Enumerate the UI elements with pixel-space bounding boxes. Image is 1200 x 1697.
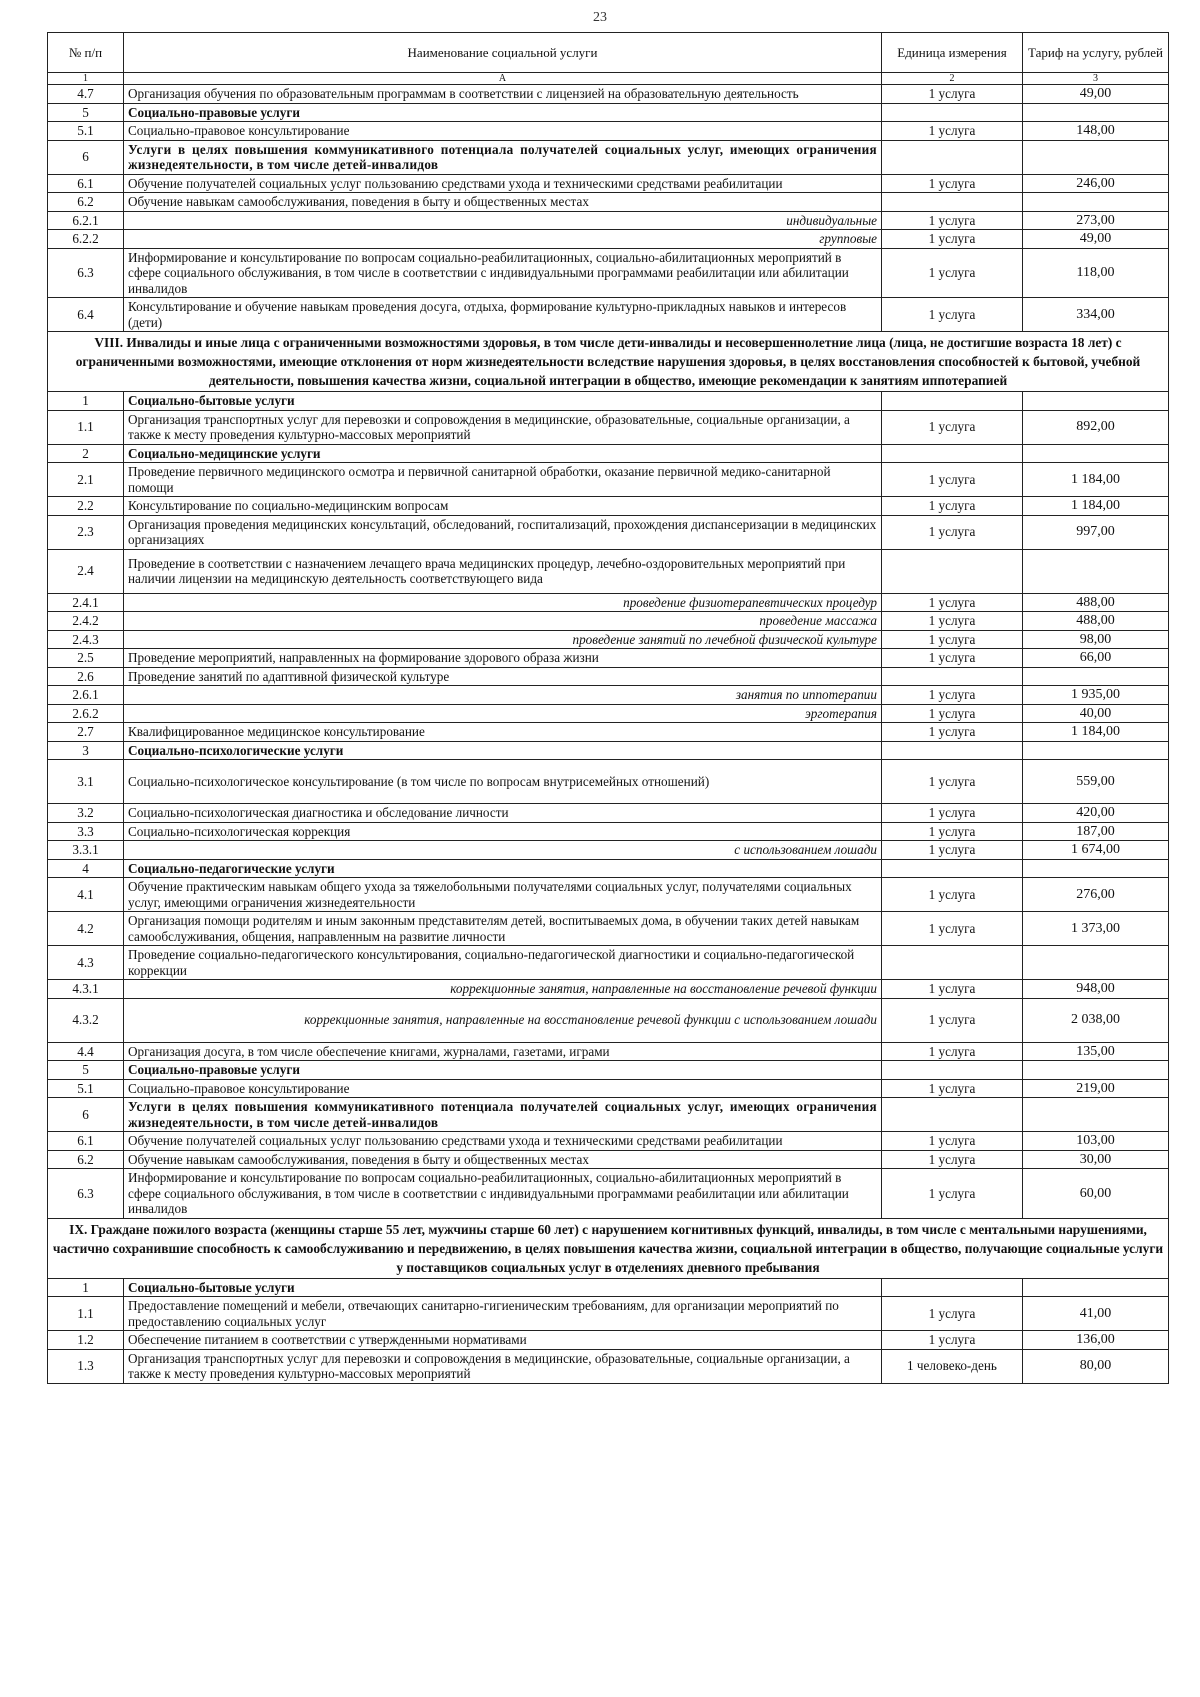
service-name: занятия по иппотерапии [124,686,882,705]
service-name: Социально-психологическая коррекция [124,822,882,841]
row-number: 1 [48,392,124,411]
service-name: проведение физиотерапевтических процедур [124,593,882,612]
section-heading-row [48,1218,1169,1278]
unit-of-measure [882,741,1023,760]
tariff-value: 1 373,00 [1023,912,1169,946]
tariff-value: 136,00 [1023,1331,1169,1350]
tariff-value: 997,00 [1023,515,1169,549]
unit-of-measure: 1 услуга [882,649,1023,668]
service-name: Обучение получателей социальных услуг пользованию средствами ухода и техническими средствами реабилитации [124,174,882,193]
table-row [48,174,1169,193]
table-row [48,649,1169,668]
table-row [48,878,1169,912]
service-name: Квалифицированное медицинское консультирование [124,723,882,742]
table-body [48,85,1169,1384]
table-row [48,1150,1169,1169]
row-number: 3.3.1 [48,841,124,860]
unit-of-measure: 1 услуга [882,211,1023,230]
row-number: 6.4 [48,298,124,332]
tariff-value: 488,00 [1023,612,1169,631]
unit-of-measure: 1 услуга [882,822,1023,841]
table-row [48,912,1169,946]
tariff-table [47,32,1169,1384]
unit-of-measure: 1 услуга [882,410,1023,444]
unit-of-measure: 1 услуга [882,1042,1023,1061]
row-number: 2 [48,444,124,463]
service-name: Обеспечение питанием в соответствии с утвержденными нормативами [124,1331,882,1350]
service-name: Предоставление помещений и мебели, отвечающих санитарно-гигиеническим требованиям, для организации мероприятий по предоставлению социальных услуг [124,1297,882,1331]
service-name: коррекционные занятия, направленные на восстановление речевой функции [124,980,882,999]
row-number: 1 [48,1278,124,1297]
table-row [48,1331,1169,1350]
unit-of-measure: 1 услуга [882,878,1023,912]
row-number: 2.6.2 [48,704,124,723]
table-row [48,841,1169,860]
row-number: 3.1 [48,760,124,804]
tariff-value [1023,859,1169,878]
tariff-value: 103,00 [1023,1132,1169,1151]
unit-of-measure: 1 услуга [882,980,1023,999]
service-name: Обучение навыкам самообслуживания, поведения в быту и общественных местах [124,1150,882,1169]
service-name: Консультирование и обучение навыкам проведения досуга, отдыха, формирование культурно-прикладных навыков и интересов (дети) [124,298,882,332]
unit-of-measure [882,667,1023,686]
header-number: № п/п [48,33,124,73]
table-row [48,686,1169,705]
table-row [48,248,1169,298]
tariff-value: 135,00 [1023,1042,1169,1061]
unit-of-measure [882,140,1023,174]
tariff-value: 420,00 [1023,804,1169,823]
service-name: Социально-психологическое консультирование (в том числе по вопросам внутрисемейных отношений) [124,760,882,804]
row-number: 2.4.1 [48,593,124,612]
service-name: проведение массажа [124,612,882,631]
table-row [48,1169,1169,1219]
unit-of-measure: 1 услуга [882,248,1023,298]
table-row [48,1297,1169,1331]
section-heading-row [48,332,1169,392]
row-number: 6.3 [48,248,124,298]
unit-of-measure: 1 услуга [882,122,1023,141]
unit-of-measure: 1 услуга [882,497,1023,516]
column-index-row [48,73,1169,85]
index-col-2: 2 [882,73,1023,85]
service-name: Социально-правовое консультирование [124,1079,882,1098]
service-name: эрготерапия [124,704,882,723]
row-number: 6.1 [48,1132,124,1151]
row-number: 2.4 [48,549,124,593]
service-name: Социально-медицинские услуги [124,444,882,463]
row-number: 5 [48,1061,124,1080]
header-service-name: Наименование социальной услуги [124,33,882,73]
tariff-value [1023,392,1169,411]
service-name: Организация транспортных услуг для перевозки и сопровождения в медицинские, образовательные, социальные организации, а также к месту проведения культурно-массовых мероприятий [124,410,882,444]
service-name: Социально-бытовые услуги [124,392,882,411]
unit-of-measure [882,1278,1023,1297]
unit-of-measure: 1 услуга [882,463,1023,497]
tariff-value: 1 674,00 [1023,841,1169,860]
unit-of-measure: 1 услуга [882,704,1023,723]
group-heading-row [48,140,1169,174]
service-name: Организация досуга, в том числе обеспечение книгами, журналами, газетами, играми [124,1042,882,1061]
unit-of-measure: 1 услуга [882,515,1023,549]
table-row [48,211,1169,230]
service-name: Организация обучения по образовательным программам в соответствии с лицензией на образовательную деятельность [124,85,882,104]
service-name: с использованием лошади [124,841,882,860]
table-row [48,667,1169,686]
service-name: Обучение практическим навыкам общего ухода за тяжелобольными получателями социальных услуг, получателями социальных услуг, имеющими ограничения жизнедеятельности [124,878,882,912]
unit-of-measure: 1 услуга [882,612,1023,631]
row-number: 3.3 [48,822,124,841]
tariff-value: 1 935,00 [1023,686,1169,705]
row-number: 4.7 [48,85,124,104]
service-name: Организация транспортных услуг для перевозки и сопровождения в медицинские, образовательные, социальные организации, а также к месту проведения культурно-массовых мероприятий [124,1349,882,1383]
tariff-value: 30,00 [1023,1150,1169,1169]
table-row [48,723,1169,742]
header-unit: Единица измерения [882,33,1023,73]
group-heading-row [48,392,1169,411]
unit-of-measure: 1 услуга [882,841,1023,860]
unit-of-measure [882,103,1023,122]
table-row [48,612,1169,631]
tariff-value: 219,00 [1023,1079,1169,1098]
service-name: коррекционные занятия, направленные на восстановление речевой функции с использованием лошади [124,998,882,1042]
unit-of-measure: 1 услуга [882,912,1023,946]
unit-of-measure [882,946,1023,980]
row-number: 6 [48,1098,124,1132]
unit-of-measure: 1 услуга [882,686,1023,705]
row-number: 6.2 [48,1150,124,1169]
unit-of-measure: 1 услуга [882,85,1023,104]
unit-of-measure [882,193,1023,212]
tariff-value [1023,667,1169,686]
table-row [48,549,1169,593]
group-heading-row [48,103,1169,122]
section-heading: VIII. Инвалиды и иные лица с ограниченными возможностями здоровья, в том числе дети-инвалиды и несовершеннолетние лица (лица, не достигшие возраста 18 лет) с ограниченными возможностями, имеющие отклонения от норм жизнедеятельности вследствие нарушения здоровья, в целях восстановления способностей к бытовой, учебной деятельности, повышения качества жизни, социальной интеграции в общество, имеющие рекомендации к занятиям иппотерапией [48,332,1169,392]
section-heading: IX. Граждане пожилого возраста (женщины старше 55 лет, мужчины старше 60 лет) с нарушением когнитивных функций, инвалиды, в том числе с ментальными нарушениями, частично сохранившие способность к самообслуживанию и передвижению, в целях повышения качества жизни, социальной интеграции в общество, получающие социальные услуги у поставщиков социальных услуг в отделениях дневного пребывания [48,1218,1169,1278]
table-row [48,122,1169,141]
row-number: 6.2 [48,193,124,212]
unit-of-measure: 1 человеко-день [882,1349,1023,1383]
row-number: 2.1 [48,463,124,497]
tariff-value: 1 184,00 [1023,497,1169,516]
service-name: Социально-психологическая диагностика и обследование личности [124,804,882,823]
row-number: 2.6.1 [48,686,124,705]
service-name: Обучение навыкам самообслуживания, поведения в быту и общественных местах [124,193,882,212]
unit-of-measure: 1 услуга [882,1169,1023,1219]
table-row [48,497,1169,516]
table-row [48,593,1169,612]
table-row [48,1079,1169,1098]
row-number: 4 [48,859,124,878]
tariff-value: 40,00 [1023,704,1169,723]
tariff-value [1023,1061,1169,1080]
index-col-1: 1 [48,73,124,85]
row-number: 3.2 [48,804,124,823]
group-heading-row [48,1278,1169,1297]
row-number: 2.4.2 [48,612,124,631]
service-name: Информирование и консультирование по вопросам социально-реабилитационных, социально-абилитационных мероприятий в сфере социального обслуживания, в том числе в соответствии с индивидуальными программами реабилитации или абилитации инвалидов [124,248,882,298]
table-row [48,298,1169,332]
row-number: 2.3 [48,515,124,549]
table-row [48,410,1169,444]
group-heading-row [48,741,1169,760]
service-name: Проведение в соответствии с назначением лечащего врача медицинских процедур, лечебно-оздоровительных мероприятий при наличии лицензии на медицинскую деятельность соответствующего вида [124,549,882,593]
row-number: 2.6 [48,667,124,686]
unit-of-measure [882,1061,1023,1080]
header-tariff: Тариф на услугу, рублей [1023,33,1169,73]
table-row [48,822,1169,841]
row-number: 1.3 [48,1349,124,1383]
tariff-value: 98,00 [1023,630,1169,649]
table-row [48,630,1169,649]
service-name: Социально-правовое консультирование [124,122,882,141]
service-name: Консультирование по социально-медицинским вопросам [124,497,882,516]
table-row [48,998,1169,1042]
table-row [48,760,1169,804]
row-number: 6.3 [48,1169,124,1219]
tariff-value: 488,00 [1023,593,1169,612]
row-number: 5 [48,103,124,122]
row-number: 4.3.1 [48,980,124,999]
unit-of-measure [882,392,1023,411]
service-name: проведение занятий по лечебной физической культуре [124,630,882,649]
tariff-value: 334,00 [1023,298,1169,332]
row-number: 3 [48,741,124,760]
service-name: Социально-педагогические услуги [124,859,882,878]
table-row [48,230,1169,249]
tariff-value [1023,1098,1169,1132]
service-name: Социально-правовые услуги [124,1061,882,1080]
table-row [48,804,1169,823]
tariff-value [1023,444,1169,463]
tariff-value [1023,193,1169,212]
row-number: 1.2 [48,1331,124,1350]
tariff-value: 273,00 [1023,211,1169,230]
tariff-value [1023,946,1169,980]
service-name: Социально-бытовые услуги [124,1278,882,1297]
unit-of-measure: 1 услуга [882,1079,1023,1098]
tariff-value: 2 038,00 [1023,998,1169,1042]
tariff-value [1023,140,1169,174]
unit-of-measure: 1 услуга [882,760,1023,804]
service-name: Обучение получателей социальных услуг пользованию средствами ухода и техническими средствами реабилитации [124,1132,882,1151]
table-row [48,515,1169,549]
tariff-value: 1 184,00 [1023,463,1169,497]
service-name: Информирование и консультирование по вопросам социально-реабилитационных, социально-абилитационных мероприятий в сфере социального обслуживания, в том числе в соответствии с индивидуальными программами реабилитации или абилитации инвалидов [124,1169,882,1219]
row-number: 2.4.3 [48,630,124,649]
table-row [48,980,1169,999]
unit-of-measure: 1 услуга [882,298,1023,332]
row-number: 6.2.2 [48,230,124,249]
row-number: 2.7 [48,723,124,742]
row-number: 4.4 [48,1042,124,1061]
service-name: Проведение социально-педагогического консультирования, социально-педагогической диагностики и социально-педагогической коррекции [124,946,882,980]
service-name: Организация проведения медицинских консультаций, обследований, госпитализаций, прохождения диспансеризации в медицинских организациях [124,515,882,549]
tariff-value: 559,00 [1023,760,1169,804]
table-row [48,1042,1169,1061]
row-number: 5.1 [48,1079,124,1098]
tariff-value: 49,00 [1023,85,1169,104]
tariff-value: 187,00 [1023,822,1169,841]
tariff-value: 41,00 [1023,1297,1169,1331]
tariff-value: 246,00 [1023,174,1169,193]
table-row [48,193,1169,212]
row-number: 1.1 [48,1297,124,1331]
page-number: 23 [593,10,607,25]
table-header-row [48,33,1169,73]
tariff-value: 60,00 [1023,1169,1169,1219]
row-number: 6.2.1 [48,211,124,230]
unit-of-measure: 1 услуга [882,1331,1023,1350]
tariff-value: 948,00 [1023,980,1169,999]
unit-of-measure: 1 услуга [882,1150,1023,1169]
service-name: Организация помощи родителям и иным законным представителям детей, воспитываемых дома, в обучении таких детей навыкам самообслуживания, общения, направленным на развитие личности [124,912,882,946]
unit-of-measure: 1 услуга [882,723,1023,742]
table-row [48,1349,1169,1383]
tariff-value: 1 184,00 [1023,723,1169,742]
tariff-value: 80,00 [1023,1349,1169,1383]
service-name: индивидуальные [124,211,882,230]
unit-of-measure [882,549,1023,593]
row-number: 5.1 [48,122,124,141]
group-heading-row [48,859,1169,878]
table-row [48,946,1169,980]
unit-of-measure: 1 услуга [882,593,1023,612]
row-number: 4.3 [48,946,124,980]
unit-of-measure: 1 услуга [882,174,1023,193]
table-row [48,85,1169,104]
tariff-value: 148,00 [1023,122,1169,141]
group-heading-row [48,1098,1169,1132]
unit-of-measure [882,444,1023,463]
service-name: групповые [124,230,882,249]
service-name: Социально-правовые услуги [124,103,882,122]
row-number: 6.1 [48,174,124,193]
index-col-3: 3 [1023,73,1169,85]
unit-of-measure: 1 услуга [882,1132,1023,1151]
row-number: 1.1 [48,410,124,444]
row-number: 4.3.2 [48,998,124,1042]
service-name: Социально-психологические услуги [124,741,882,760]
row-number: 2.2 [48,497,124,516]
table-row [48,463,1169,497]
tariff-value: 118,00 [1023,248,1169,298]
table-row [48,1132,1169,1151]
tariff-value: 66,00 [1023,649,1169,668]
tariff-value [1023,549,1169,593]
service-name: Услуги в целях повышения коммуникативного потенциала получателей социальных услуг, имеющих ограничения жизнедеятельности, в том числе детей-инвалидов [124,1098,882,1132]
unit-of-measure: 1 услуга [882,230,1023,249]
unit-of-measure: 1 услуга [882,1297,1023,1331]
row-number: 6 [48,140,124,174]
table-row [48,704,1169,723]
service-name: Проведение первичного медицинского осмотра и первичной санитарной обработки, оказание первичной медико-санитарной помощи [124,463,882,497]
tariff-value: 49,00 [1023,230,1169,249]
service-name: Проведение мероприятий, направленных на формирование здорового образа жизни [124,649,882,668]
unit-of-measure: 1 услуга [882,998,1023,1042]
tariff-value: 276,00 [1023,878,1169,912]
row-number: 4.1 [48,878,124,912]
tariff-value [1023,1278,1169,1297]
row-number: 4.2 [48,912,124,946]
service-name: Услуги в целях повышения коммуникативного потенциала получателей социальных услуг, имеющих ограничения жизнедеятельности, в том числе детей-инвалидов [124,140,882,174]
unit-of-measure: 1 услуга [882,630,1023,649]
tariff-value [1023,741,1169,760]
unit-of-measure: 1 услуга [882,804,1023,823]
tariff-value [1023,103,1169,122]
service-name: Проведение занятий по адаптивной физической культуре [124,667,882,686]
group-heading-row [48,444,1169,463]
index-col-a: А [124,73,882,85]
row-number: 2.5 [48,649,124,668]
group-heading-row [48,1061,1169,1080]
tariff-value: 892,00 [1023,410,1169,444]
unit-of-measure [882,1098,1023,1132]
unit-of-measure [882,859,1023,878]
